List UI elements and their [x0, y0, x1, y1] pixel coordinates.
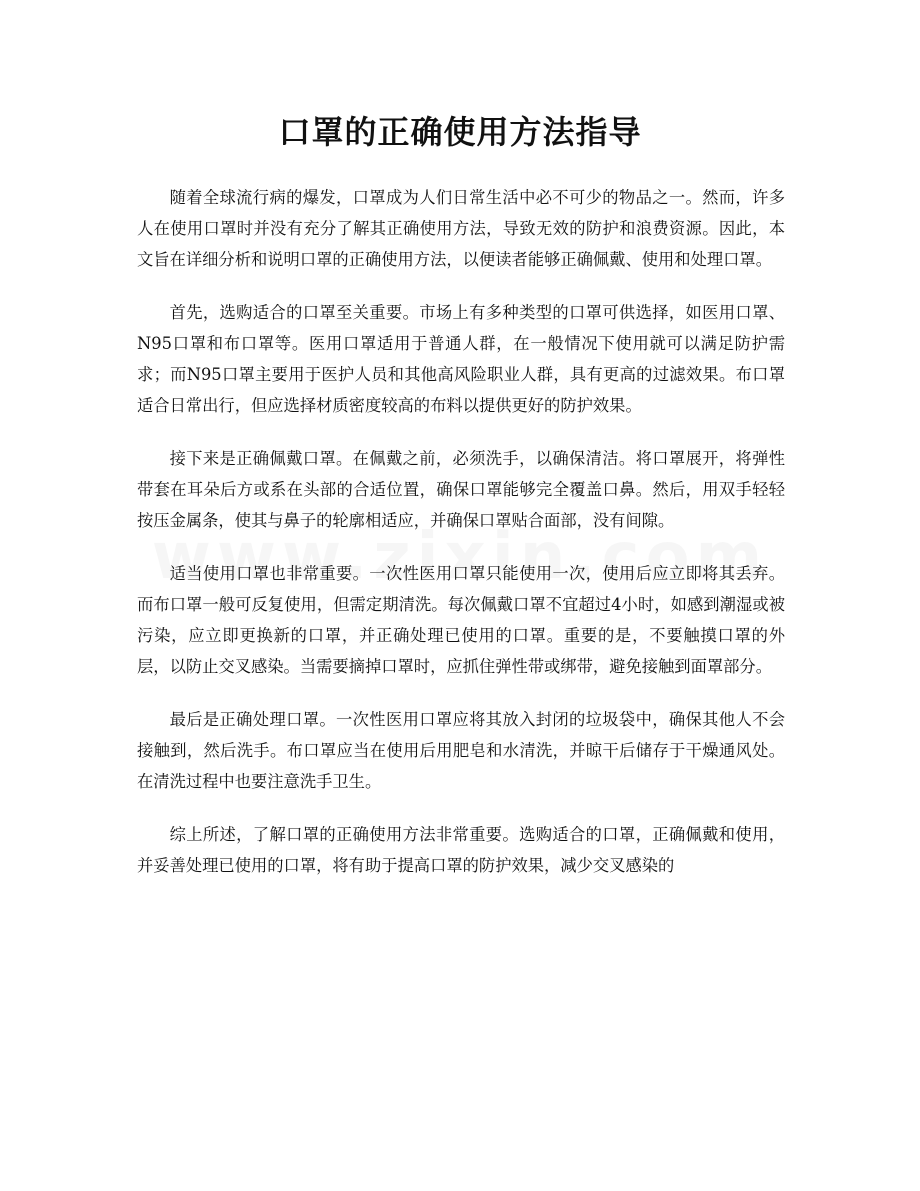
paragraph-intro: 随着全球流行病的爆发，口罩成为人们日常生活中必不可少的物品之一。然而，许多人在使用口罩时并没有充分了解其正确使用方法，导致无效的防护和浪费资源。因此，本文旨在详细分析和说明口罩的正确使用方法，以便读者能够正确佩戴、使用和处理口罩。 [137, 188, 785, 269]
page-title: 口罩的正确使用方法指导 [278, 113, 642, 151]
paragraph-wear-mask: 接下来是正确佩戴口罩。在佩戴之前，必须洗手，以确保清洁。将口罩展开，将弹性带套在耳朵后方或系在头部的合适位置，确保口罩能够完全覆盖口鼻。然后，用双手轻轻按压金属条，使其与鼻子的轮廓相适应，并确保口罩贴合面部，没有间隙。 [137, 449, 785, 530]
paragraph-summary: 综上所述，了解口罩的正确使用方法非常重要。选购适合的口罩，正确佩戴和使用，并妥善处理已使用的口罩，将有助于提高口罩的防护效果，减少交叉感染的 [137, 825, 785, 875]
paragraph-use-mask: 适当使用口罩也非常重要。一次性医用口罩只能使用一次，使用后应立即将其丢弃。而布口罩一般可反复使用，但需定期清洗。每次佩戴口罩不宜超过4小时，如感到潮湿或被污染，应立即更换新的口罩，并正确处理已使用的口罩。重要的是，不要触摸口罩的外层，以防止交叉感染。当需要摘掉口罩时，应抓住弹性带或绑带，避免接触到面罩部分。 [137, 564, 785, 676]
paragraph-dispose-mask: 最后是正确处理口罩。一次性医用口罩应将其放入封闭的垃圾袋中，确保其他人不会接触到，然后洗手。布口罩应当在使用后用肥皂和水清洗，并晾干后储存于干燥通风处。在清洗过程中也要注意洗手卫生。 [137, 710, 785, 791]
document-body [137, 182, 785, 903]
paragraph-choose-mask: 首先，选购适合的口罩至关重要。市场上有多种类型的口罩可供选择，如医用口罩、N95口罩和布口罩等。医用口罩适用于普通人群，在一般情况下使用就可以满足防护需求；而N95口罩主要用于医护人员和其他高风险职业人群，具有更高的过滤效果。布口罩适合日常出行，但应选择材质密度较高的布料以提供更好的防护效果。 [137, 303, 785, 415]
